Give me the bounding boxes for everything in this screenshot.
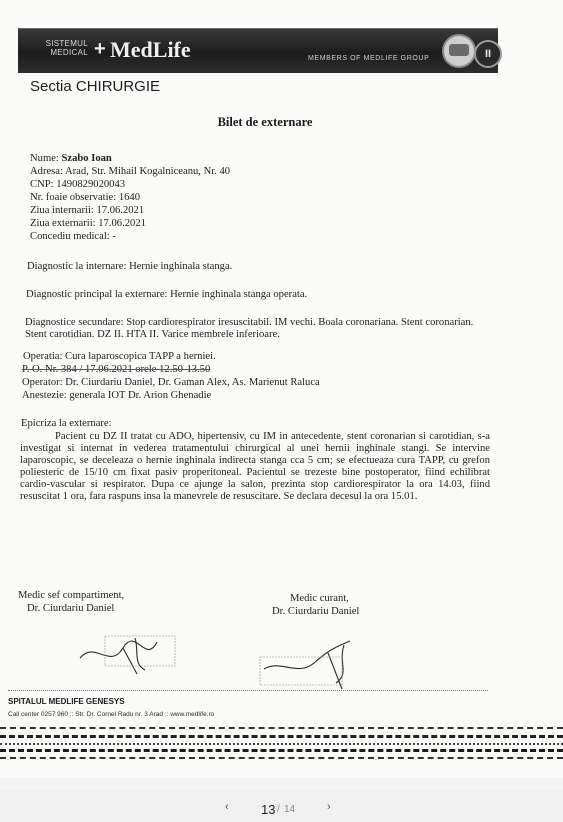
footer-hospital-name: SPITALUL MEDLIFE GENESYS [8,697,125,706]
previous-page-button[interactable]: ‹ [225,801,229,813]
plus-icon: + [94,38,106,60]
scan-artifact-line [0,727,563,731]
letterhead-banner [18,28,498,73]
epicriza-heading: Epicriza la externare: [21,418,112,429]
document-title: Bilet de externare [217,115,313,129]
discharge-date: Ziua externarii: 17.06.2021 [30,218,146,229]
operation-anesthesia: Anestezie: generala IOT Dr. Arion Ghenadie [22,390,212,401]
footer-contact: Call center 0257 960 :: Str. Dr. Cornel Radu nr. 3 Arad :: www.medlife.ro [8,711,215,718]
scan-artifact-line [0,743,563,747]
right-stamp-signature [258,633,368,693]
diagnosis-admission: Diagnostic la internare: Hernie inghinala stanga. [27,261,233,272]
right-signature-title: Medic curant, [290,593,349,604]
page-navigator [0,790,563,822]
sistem-line-2: MEDICAL [50,48,88,57]
page-separator: / [277,804,280,815]
right-signature-name: Dr. Ciurdariu Daniel [272,606,360,617]
left-signature-name: Dr. Ciurdariu Daniel [27,603,115,614]
scan-artifact-line [0,757,563,761]
sistem-line-1: SISTEMUL [45,39,88,48]
patient-name-value: Szabo Ioan [61,153,112,164]
operation-protocol: P. O. Nr. 384 / 17.06.2021 orele 12.50-13.50 [22,364,211,375]
brand-logo: MedLife [110,37,191,62]
group-seal-icon [442,34,476,68]
medical-leave: Concediu medical: - [30,231,116,242]
patient-name [30,153,112,165]
sistem-medical-label [28,39,88,57]
scan-artifact-line [0,735,563,740]
record-number: Nr. foaie observatie: 1640 [30,192,141,203]
total-pages: 14 [284,804,296,815]
footer-divider [8,690,488,691]
patient-address: Adresa: Arad, Str. Mihail Kogalniceanu, Nr. 40 [30,166,231,177]
diagnosis-secondary: Diagnostice secundare: Stop cardiorespirator iresuscitabil. IM vechi. Boala coronariana. Stent coronarian. Stent carotidian. DZ II. HTA II. Varice membrele inferioare. [25,317,474,340]
admission-date: Ziua internarii: 17.06.2021 [30,205,145,216]
members-label: MEMBERS OF MEDLIFE GROUP [308,55,430,62]
current-page-number[interactable]: 13 [261,802,276,817]
diagnosis-principal: Diagnostic principal la externare: Hernie inghinala stanga operata. [26,289,308,300]
roman-two-badge: II [474,40,502,68]
left-signature-title: Medic sef compartiment, [18,590,125,601]
patient-name-label: Nume: [30,153,62,164]
next-page-button[interactable]: › [327,801,331,813]
scan-artifact-line [0,749,563,754]
epicriza-body: Pacient cu DZ II tratat cu ADO, hipertensiv, cu IM in antecedente, stent coronarian si carotidian, s-a investigat si internat in vederea tratamentului chirurgical al unei hernii inghinale stangi. Se intervine laparoscopic, se deceleaza o hernie inghinala indirecta stanga cca 5 cm; se efectueaza cura TAPP, cu grefon poliesteric de 15/10 cm fixat pasiv properitoneal. Pacientul se trezeste bine postoperator, fiind echilibrat cardio-vascular si respirator. Dupa ce ajunge la salon, prezinta stop cardiorespirator la ora 14.03, fiind resuscitat 1 ora, fara raspuns insa la manevrele de resuscitare. Se declara decesul la ora 15.01. [20,431,490,502]
left-stamp-signature [75,630,185,680]
operation-procedure: Operatia: Cura laparoscopica TAPP a herniei. [23,351,216,362]
operation-operator: Operator: Dr. Ciurdariu Daniel, Dr. Gaman Alex, As. Marienut Raluca [22,377,320,388]
section-label: Sectia CHIRURGIE [30,78,161,95]
patient-cnp: CNP: 1490829020043 [30,179,126,190]
